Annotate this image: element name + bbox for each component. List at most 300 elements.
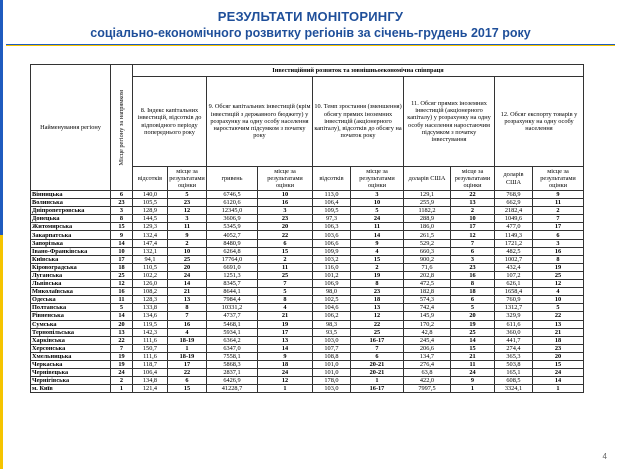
value-cell: 119,5: [133, 320, 168, 328]
value-cell: 140,0: [133, 191, 168, 199]
subheader: доларів США: [404, 167, 451, 191]
value-cell: 8480,9: [207, 239, 258, 247]
value-cell: 150,7: [133, 344, 168, 352]
table-row: [31, 344, 584, 352]
overall-rank: 25: [111, 271, 133, 279]
rank-cell: 10: [168, 247, 207, 255]
rank-cell: 15: [168, 385, 207, 393]
rank-cell: 18-19: [168, 336, 207, 344]
value-cell: 12345,0: [207, 207, 258, 215]
table-row: [31, 280, 584, 288]
value-cell: 432,4: [495, 263, 533, 271]
value-cell: 6691,0: [207, 263, 258, 271]
rank-cell: 24: [451, 369, 495, 377]
overall-rank: 5: [111, 304, 133, 312]
rank-cell: 5: [258, 288, 313, 296]
value-cell: 128,3: [133, 296, 168, 304]
table-row: [31, 247, 584, 255]
value-cell: 111,6: [133, 352, 168, 360]
rank-cell: 22: [351, 320, 404, 328]
region-name: Харківська: [31, 336, 111, 344]
table-row: [31, 288, 584, 296]
rank-cell: 6: [258, 239, 313, 247]
rank-cell: 25: [258, 271, 313, 279]
value-cell: 7997,5: [404, 385, 451, 393]
value-cell: 106,4: [133, 369, 168, 377]
table-row: [31, 328, 584, 336]
rank-cell: 21: [451, 352, 495, 360]
region-name: Закарпатська: [31, 231, 111, 239]
rank-cell: 7: [533, 215, 584, 223]
rank-cell: 16: [258, 199, 313, 207]
rank-cell: 8: [451, 280, 495, 288]
rank-cell: 12: [258, 377, 313, 385]
region-name: Луганська: [31, 271, 111, 279]
rank-cell: 18: [258, 360, 313, 368]
subheader: доларів США: [495, 167, 533, 191]
value-cell: 1149,3: [495, 231, 533, 239]
value-cell: 276,4: [404, 360, 451, 368]
rank-cell: 4: [533, 288, 584, 296]
rank-cell: 12: [451, 231, 495, 239]
rank-cell: 18: [451, 288, 495, 296]
rank-cell: 6: [351, 352, 404, 360]
value-cell: 3324,1: [495, 385, 533, 393]
overall-rank: 24: [111, 369, 133, 377]
value-cell: 1002,7: [495, 255, 533, 263]
overall-rank: 14: [111, 312, 133, 320]
rank-cell: 8: [168, 304, 207, 312]
overall-rank: 6: [111, 191, 133, 199]
rank-cell: 14: [258, 344, 313, 352]
overall-rank: 22: [111, 336, 133, 344]
header-indicator-11: 11. Обсяг прямих іноземних інвестицій (акціонерного капіталу) у розрахунку на одну особу населення наростаючим підсумком з початку інвестування: [404, 77, 495, 167]
value-cell: 477,0: [495, 223, 533, 231]
value-cell: 101,0: [313, 369, 351, 377]
overall-rank: 17: [111, 255, 133, 263]
rank-cell: 15: [351, 255, 404, 263]
value-cell: 134,8: [133, 377, 168, 385]
value-cell: 97,3: [313, 215, 351, 223]
value-cell: 7984,4: [207, 296, 258, 304]
rank-cell: 3: [351, 191, 404, 199]
value-cell: 133,8: [133, 304, 168, 312]
value-cell: 1251,3: [207, 271, 258, 279]
value-cell: 1182,2: [404, 207, 451, 215]
rank-cell: 18: [351, 296, 404, 304]
value-cell: 6264,8: [207, 247, 258, 255]
rank-cell: 23: [351, 288, 404, 296]
value-cell: 2837,1: [207, 369, 258, 377]
value-cell: 93,5: [313, 328, 351, 336]
rank-cell: 11: [351, 223, 404, 231]
value-cell: 111,6: [133, 336, 168, 344]
region-name: Івано-Франківська: [31, 247, 111, 255]
value-cell: 1312,7: [495, 304, 533, 312]
value-cell: 109,5: [313, 207, 351, 215]
value-cell: 503,8: [495, 360, 533, 368]
header-indicator-10: 10. Темп зростання (зменшення) обсягу прямих іноземних інвестицій (акціонерного капіталу), відсотків до обсягу на початок року: [313, 77, 404, 167]
value-cell: 1721,2: [495, 239, 533, 247]
value-cell: 106,3: [313, 223, 351, 231]
table-row: [31, 231, 584, 239]
rank-cell: 13: [351, 304, 404, 312]
value-cell: 121,4: [133, 385, 168, 393]
table-row: [31, 304, 584, 312]
rank-cell: 8: [351, 280, 404, 288]
overall-rank: 14: [111, 239, 133, 247]
value-cell: 3606,9: [207, 215, 258, 223]
region-name: Житомирська: [31, 223, 111, 231]
value-cell: 611,6: [495, 320, 533, 328]
rank-cell: 14: [351, 231, 404, 239]
rank-cell: 20: [258, 223, 313, 231]
region-name: Херсонська: [31, 344, 111, 352]
rank-cell: 25: [351, 328, 404, 336]
rank-cell: 10: [533, 296, 584, 304]
rank-cell: 1: [258, 385, 313, 393]
header-indicator-9: 9. Обсяг капітальних інвестицій (крім інвестицій з державного бюджету) у розрахунку на одну особу населення наростаючим підсумком з початку року: [207, 77, 313, 167]
rank-cell: 13: [258, 336, 313, 344]
region-name: Миколаївська: [31, 288, 111, 296]
rank-cell: 11: [533, 199, 584, 207]
region-name: Хмельницька: [31, 352, 111, 360]
value-cell: 105,5: [133, 199, 168, 207]
region-name: Черкаська: [31, 360, 111, 368]
table-row: [31, 369, 584, 377]
value-cell: 113,0: [313, 191, 351, 199]
value-cell: 365,3: [495, 352, 533, 360]
rank-cell: 7: [451, 239, 495, 247]
rank-cell: 19: [258, 320, 313, 328]
page-title: РЕЗУЛЬТАТИ МОНІТОРИНГУ: [217, 9, 404, 24]
value-cell: 145,9: [404, 312, 451, 320]
value-cell: 106,4: [313, 199, 351, 207]
region-name: Запорізька: [31, 239, 111, 247]
rank-cell: 12: [168, 207, 207, 215]
rank-cell: 23: [533, 344, 584, 352]
rank-cell: 2: [258, 255, 313, 263]
rank-cell: 24: [351, 215, 404, 223]
header-indicator-12: 12. Обсяг експорту товарів у розрахунку на одну особу населення: [495, 77, 584, 167]
overall-rank: 19: [111, 352, 133, 360]
rank-cell: 20: [533, 352, 584, 360]
rank-cell: 3: [168, 215, 207, 223]
value-cell: 103,6: [313, 231, 351, 239]
value-cell: 5345,9: [207, 223, 258, 231]
rank-cell: 11: [168, 223, 207, 231]
overall-rank: 18: [111, 263, 133, 271]
rank-cell: 8: [533, 255, 584, 263]
overall-rank: 9: [111, 231, 133, 239]
rank-cell: 17: [451, 223, 495, 231]
rank-cell: 9: [258, 352, 313, 360]
value-cell: 574,3: [404, 296, 451, 304]
table-body: [31, 191, 584, 393]
region-name: Волинська: [31, 199, 111, 207]
value-cell: 17764,0: [207, 255, 258, 263]
region-name: Одеська: [31, 296, 111, 304]
rank-cell: 23: [451, 263, 495, 271]
value-cell: 529,2: [404, 239, 451, 247]
rank-cell: 18-19: [168, 352, 207, 360]
table-row: [31, 239, 584, 247]
value-cell: 94,1: [133, 255, 168, 263]
table-row: [31, 271, 584, 279]
value-cell: 742,4: [404, 304, 451, 312]
value-cell: 142,3: [133, 328, 168, 336]
table-row: [31, 320, 584, 328]
header-region: Найменування регіону: [31, 65, 111, 191]
value-cell: 6364,2: [207, 336, 258, 344]
value-cell: 103,0: [313, 336, 351, 344]
rank-cell: 17: [168, 360, 207, 368]
value-cell: 608,5: [495, 377, 533, 385]
rank-cell: 4: [351, 247, 404, 255]
rank-cell: 7: [258, 280, 313, 288]
value-cell: 274,4: [495, 344, 533, 352]
rank-cell: 25: [168, 255, 207, 263]
value-cell: 7558,1: [207, 352, 258, 360]
value-cell: 107,7: [313, 344, 351, 352]
subheader: місце за результатами оцінки: [533, 167, 584, 191]
value-cell: 63,8: [404, 369, 451, 377]
rank-cell: 7: [351, 344, 404, 352]
table-row: [31, 296, 584, 304]
rank-cell: 23: [258, 215, 313, 223]
table-row: [31, 255, 584, 263]
overall-rank: 11: [111, 296, 133, 304]
subheader: місце за результатами оцінки: [451, 167, 495, 191]
region-name: Полтавська: [31, 304, 111, 312]
value-cell: 106,2: [313, 312, 351, 320]
rank-cell: 9: [533, 191, 584, 199]
value-cell: 129,1: [404, 191, 451, 199]
value-cell: 760,9: [495, 296, 533, 304]
rank-cell: 1: [533, 385, 584, 393]
rank-cell: 5: [168, 191, 207, 199]
overall-rank: 3: [111, 207, 133, 215]
value-cell: 134,6: [133, 312, 168, 320]
region-name: Донецька: [31, 215, 111, 223]
value-cell: 768,9: [495, 191, 533, 199]
value-cell: 900,2: [404, 255, 451, 263]
value-cell: 182,8: [404, 288, 451, 296]
overall-rank: 19: [111, 360, 133, 368]
rank-cell: 6: [533, 231, 584, 239]
rank-cell: 20-21: [351, 360, 404, 368]
rank-cell: 24: [533, 369, 584, 377]
value-cell: 626,1: [495, 280, 533, 288]
value-cell: 6120,6: [207, 199, 258, 207]
value-cell: 5468,1: [207, 320, 258, 328]
rank-cell: 19: [451, 320, 495, 328]
value-cell: 6746,5: [207, 191, 258, 199]
value-cell: 202,8: [404, 271, 451, 279]
value-cell: 102,5: [313, 296, 351, 304]
value-cell: 170,2: [404, 320, 451, 328]
subheader: місце за результатами оцінки: [351, 167, 404, 191]
subheader: відсотків: [133, 167, 168, 191]
value-cell: 118,7: [133, 360, 168, 368]
value-cell: 288,9: [404, 215, 451, 223]
value-cell: 101,2: [313, 271, 351, 279]
value-cell: 1658,4: [495, 288, 533, 296]
subheader: місце за результатами оцінки: [169, 167, 205, 190]
rank-cell: 6: [451, 247, 495, 255]
table-row: [31, 263, 584, 271]
table-row: [31, 207, 584, 215]
rank-cell: 20: [168, 263, 207, 271]
value-cell: 360,0: [495, 328, 533, 336]
rank-cell: 25: [451, 328, 495, 336]
table-row: [31, 385, 584, 393]
table-row: [31, 215, 584, 223]
overall-rank: 16: [111, 288, 133, 296]
value-cell: 98,0: [313, 288, 351, 296]
value-cell: 126,0: [133, 280, 168, 288]
rank-cell: 13: [451, 199, 495, 207]
value-cell: 147,4: [133, 239, 168, 247]
rank-cell: 12: [533, 280, 584, 288]
rank-cell: 5: [351, 207, 404, 215]
value-cell: 132,4: [133, 231, 168, 239]
value-cell: 42,8: [404, 328, 451, 336]
rank-cell: 2: [168, 239, 207, 247]
rank-cell: 16: [533, 247, 584, 255]
value-cell: 441,7: [495, 336, 533, 344]
page-subtitle: соціально-економічного розвитку регіонів за січень-грудень 2017 року: [90, 26, 531, 40]
value-cell: 422,0: [404, 377, 451, 385]
rank-cell: 7: [168, 312, 207, 320]
region-name: Чернігівська: [31, 377, 111, 385]
value-cell: 129,3: [133, 223, 168, 231]
rank-cell: 19: [533, 263, 584, 271]
rank-cell: 9: [451, 377, 495, 385]
value-cell: 165,1: [495, 369, 533, 377]
rank-cell: 1: [168, 344, 207, 352]
rank-cell: 20: [451, 312, 495, 320]
rank-cell: 25: [533, 271, 584, 279]
rank-cell: 6: [168, 377, 207, 385]
rank-cell: 16: [168, 320, 207, 328]
rank-cell: 21: [533, 328, 584, 336]
rank-cell: 3: [258, 207, 313, 215]
overall-rank: 15: [111, 223, 133, 231]
rank-cell: 12: [351, 312, 404, 320]
monitoring-table: [30, 64, 584, 393]
rank-cell: 11: [451, 360, 495, 368]
rank-cell: 10: [258, 191, 313, 199]
value-cell: 4052,7: [207, 231, 258, 239]
rank-cell: 18: [533, 336, 584, 344]
value-cell: 255,9: [404, 199, 451, 207]
rank-cell: 22: [258, 231, 313, 239]
value-cell: 206,6: [404, 344, 451, 352]
overall-rank: 10: [111, 247, 133, 255]
rank-cell: 9: [351, 239, 404, 247]
value-cell: 6347,0: [207, 344, 258, 352]
rank-cell: 16-17: [351, 336, 404, 344]
value-cell: 472,5: [404, 280, 451, 288]
value-cell: 245,4: [404, 336, 451, 344]
region-name: Чернівецька: [31, 369, 111, 377]
overall-rank: 20: [111, 320, 133, 328]
region-name: Тернопільська: [31, 328, 111, 336]
value-cell: 134,7: [404, 352, 451, 360]
rank-cell: 14: [451, 336, 495, 344]
header-overall-rank: Місце регіону за напрямком: [111, 65, 133, 191]
subheader: відсотків: [313, 167, 351, 191]
rank-cell: 21: [168, 288, 207, 296]
rank-cell: 10: [351, 199, 404, 207]
header-indicator-8: 8. Індекс капітальних інвестицій, відсотків до відповідного періоду попереднього року: [133, 77, 207, 167]
region-name: Дніпропетровська: [31, 207, 111, 215]
value-cell: 660,3: [404, 247, 451, 255]
rank-cell: 3: [451, 255, 495, 263]
rank-cell: 17: [258, 328, 313, 336]
region-name: Київська: [31, 255, 111, 263]
value-cell: 101,0: [313, 360, 351, 368]
rank-cell: 16: [451, 271, 495, 279]
table-row: [31, 377, 584, 385]
value-cell: 186,0: [404, 223, 451, 231]
rank-cell: 19: [351, 271, 404, 279]
table-row: [31, 223, 584, 231]
value-cell: 5934,1: [207, 328, 258, 336]
value-cell: 98,3: [313, 320, 351, 328]
overall-rank: 13: [111, 328, 133, 336]
value-cell: 482,5: [495, 247, 533, 255]
rank-cell: 22: [533, 312, 584, 320]
rank-cell: 4: [258, 304, 313, 312]
subheader: місце за результатами оцінки: [258, 167, 313, 191]
value-cell: 4737,7: [207, 312, 258, 320]
value-cell: 10331,2: [207, 304, 258, 312]
overall-rank: 8: [111, 215, 133, 223]
rank-cell: 23: [168, 199, 207, 207]
rank-cell: 22: [451, 191, 495, 199]
value-cell: 132,1: [133, 247, 168, 255]
value-cell: 8345,7: [207, 280, 258, 288]
flag-stripe: [0, 0, 3, 469]
overall-rank: 7: [111, 344, 133, 352]
value-cell: 2182,4: [495, 207, 533, 215]
rank-cell: 17: [533, 223, 584, 231]
rank-cell: 13: [533, 320, 584, 328]
region-name: Рівненська: [31, 312, 111, 320]
rank-cell: 15: [258, 247, 313, 255]
rank-cell: 24: [168, 271, 207, 279]
rank-cell: 16-17: [351, 385, 404, 393]
value-cell: 144,5: [133, 215, 168, 223]
rank-cell: 15: [533, 360, 584, 368]
rank-cell: 2: [451, 207, 495, 215]
region-name: Львівська: [31, 280, 111, 288]
value-cell: 108,8: [313, 352, 351, 360]
value-cell: 102,2: [133, 271, 168, 279]
value-cell: 662,9: [495, 199, 533, 207]
rank-cell: 10: [451, 215, 495, 223]
rank-cell: 21: [258, 312, 313, 320]
value-cell: 108,2: [133, 288, 168, 296]
table-row: [31, 191, 584, 199]
table-row: [31, 199, 584, 207]
rank-cell: 2: [351, 263, 404, 271]
rank-cell: 4: [168, 328, 207, 336]
subheader: гривень: [207, 167, 258, 191]
table-row: [31, 360, 584, 368]
